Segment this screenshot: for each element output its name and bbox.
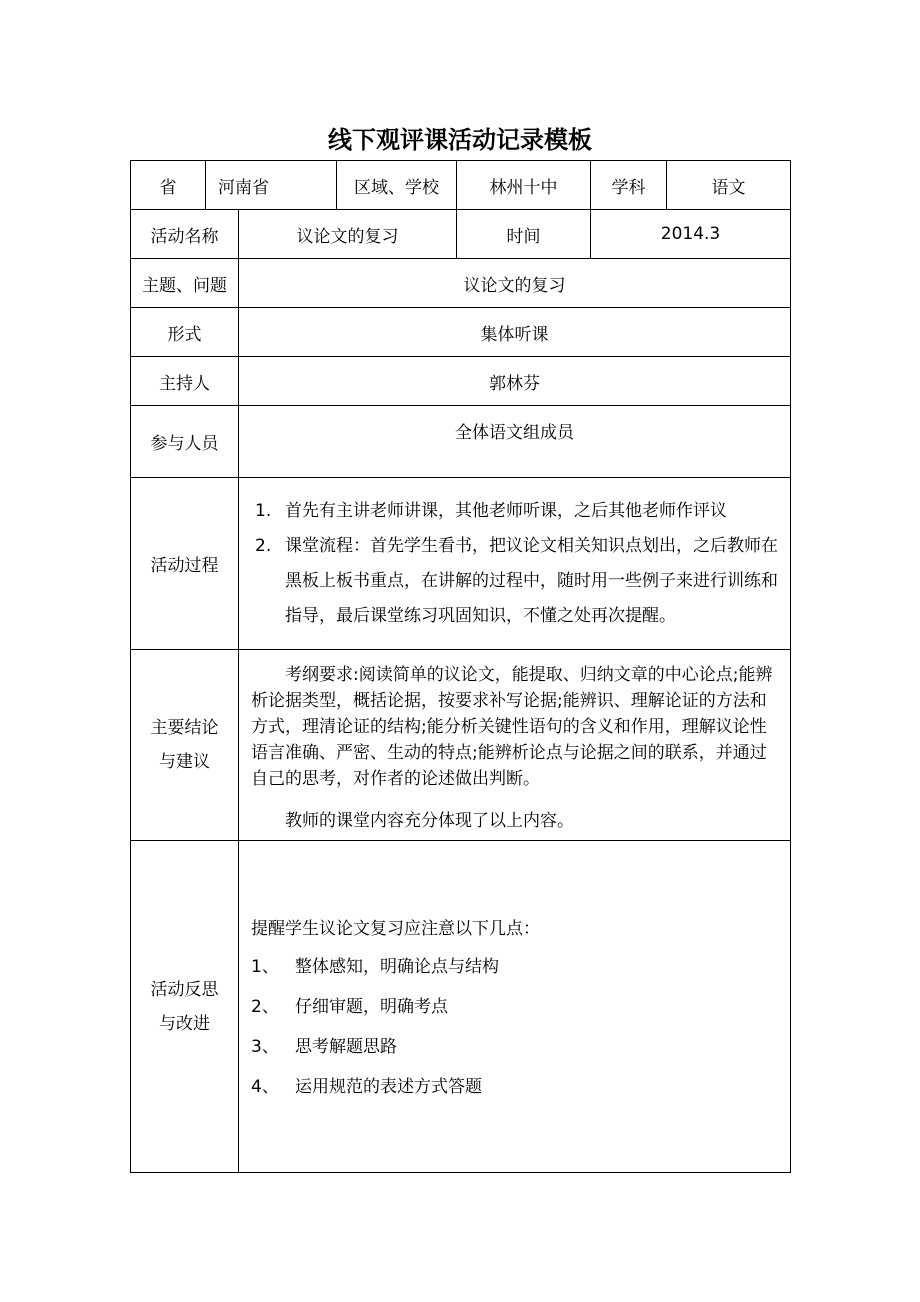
province-value: 河南省 xyxy=(206,161,337,210)
participants-label: 参与人员 xyxy=(131,406,239,478)
activity-name-label: 活动名称 xyxy=(131,210,239,259)
topic-value: 议论文的复习 xyxy=(239,259,791,308)
reflection-label-line2: 与改进 xyxy=(159,1013,210,1034)
conclusion-label xyxy=(131,650,239,841)
reflection-item-number: 3、 xyxy=(251,1037,279,1057)
activity-name-value: 议论文的复习 xyxy=(239,210,457,259)
process-list xyxy=(239,484,790,644)
row-activity-name xyxy=(131,210,791,259)
subject-label: 学科 xyxy=(591,161,667,210)
conclusion-paragraph: 教师的课堂内容充分体现了以上内容。 xyxy=(285,811,574,831)
participants-value: 全体语文组成员 xyxy=(239,406,791,478)
row-form xyxy=(131,308,791,357)
time-label: 时间 xyxy=(457,210,591,259)
reflection-item-text: 思考解题思路 xyxy=(295,1037,397,1057)
row-process xyxy=(131,478,791,650)
reflection-label xyxy=(131,841,239,1173)
row-reflection xyxy=(131,841,791,1173)
reflection-item xyxy=(251,1036,782,1059)
conclusion-paragraph: 考纲要求:阅读简单的议论文，能提取、归纳文章的中心论点;能辨析论据类型，概括论据，按要求补写论据;能辨识、理解论证的方法和方式，理清论证的结构;能分析关键性语句的含义和作用，理解议论性语言准确、严密、生动的特点;能辨析论点与论据之间的联系，并通过自己的思考，对作者的论述做出判断。 xyxy=(251,665,773,789)
process-item-text: 课堂流程：首先学生看书，把议论文相关知识点划出，之后教师在黑板上板书重点，在讲解的过程中，随时用一些例子来进行训练和指导，最后课堂练习巩固知识，不懂之处再次提醒。 xyxy=(285,535,778,626)
reflection-item xyxy=(251,1076,782,1099)
reflection-label-line1: 活动反思 xyxy=(150,979,219,1000)
record-table xyxy=(130,160,791,1173)
reflection-item-number: 1、 xyxy=(251,957,279,977)
time-value: 2014.3 xyxy=(591,210,791,259)
row-basic-info xyxy=(131,161,791,210)
row-conclusion xyxy=(131,650,791,841)
row-participants xyxy=(131,406,791,478)
conclusion-cell xyxy=(239,650,791,841)
conclusion-label-line1: 主要结论 xyxy=(150,718,219,738)
reflection-intro: 提醒学生议论文复习应注意以下几点： xyxy=(251,919,540,939)
process-item xyxy=(255,529,780,634)
province-label: 省 xyxy=(131,161,206,210)
reflection-item xyxy=(251,996,782,1019)
host-label: 主持人 xyxy=(131,357,239,406)
reflection-item xyxy=(251,956,782,979)
document-title: 线下观评课活动记录模板 xyxy=(328,126,592,154)
process-item-text: 首先有主讲老师讲课，其他老师听课，之后其他老师作评议 xyxy=(285,500,727,521)
conclusion-text xyxy=(239,656,790,834)
host-value: 郭林芬 xyxy=(239,357,791,406)
reflection-text xyxy=(239,914,790,1099)
form-value: 集体听课 xyxy=(239,308,791,357)
form-label: 形式 xyxy=(131,308,239,357)
region-school-label: 区域、学校 xyxy=(337,161,457,210)
conclusion-label-line2: 与建议 xyxy=(159,752,210,772)
reflection-item-text: 仔细审题，明确考点 xyxy=(295,997,448,1017)
reflection-item-text: 运用规范的表述方式答题 xyxy=(295,1077,482,1097)
topic-label: 主题、问题 xyxy=(131,259,239,308)
subject-value: 语文 xyxy=(667,161,791,210)
reflection-cell xyxy=(239,841,791,1173)
process-cell xyxy=(239,478,791,650)
process-item xyxy=(255,494,780,529)
row-topic xyxy=(131,259,791,308)
school-value: 林州十中 xyxy=(457,161,591,210)
reflection-item-text: 整体感知，明确论点与结构 xyxy=(295,957,499,977)
reflection-item-number: 4、 xyxy=(251,1077,279,1097)
reflection-item-number: 2、 xyxy=(251,997,279,1017)
process-item-number: 1. xyxy=(255,500,272,521)
process-item-number: 2. xyxy=(255,535,272,556)
row-host xyxy=(131,357,791,406)
process-label: 活动过程 xyxy=(131,478,239,650)
